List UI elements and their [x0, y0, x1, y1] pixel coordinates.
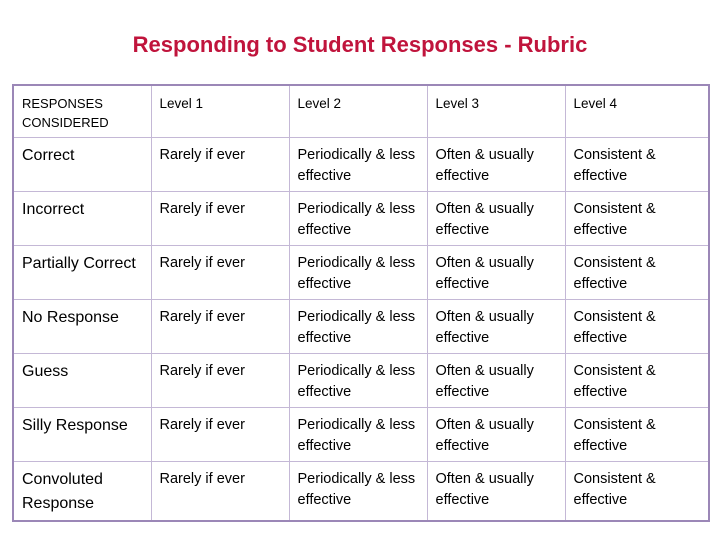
row-label: Guess	[13, 353, 151, 407]
row-label: Correct	[13, 137, 151, 191]
row-label: Incorrect	[13, 191, 151, 245]
table-cell: Consistent & effective	[565, 245, 709, 299]
table-cell: Consistent & effective	[565, 353, 709, 407]
rubric-table	[12, 84, 710, 522]
table-cell: Periodically & less effective	[289, 245, 427, 299]
table-cell: Often & usually effective	[427, 461, 565, 521]
table-cell: Rarely if ever	[151, 353, 289, 407]
table-cell: Periodically & less effective	[289, 299, 427, 353]
table-cell: Periodically & less effective	[289, 407, 427, 461]
table-row	[13, 245, 709, 299]
table-cell: Often & usually effective	[427, 407, 565, 461]
table-cell: Periodically & less effective	[289, 461, 427, 521]
header-cell-level-2: Level 2	[289, 85, 427, 137]
header-cell-level-3: Level 3	[427, 85, 565, 137]
table-cell: Periodically & less effective	[289, 353, 427, 407]
table-cell: Consistent & effective	[565, 191, 709, 245]
table-cell: Rarely if ever	[151, 191, 289, 245]
header-cell-level-1: Level 1	[151, 85, 289, 137]
table-row	[13, 299, 709, 353]
table-cell: Rarely if ever	[151, 245, 289, 299]
table-cell: Often & usually effective	[427, 353, 565, 407]
table-cell: Rarely if ever	[151, 461, 289, 521]
table-row	[13, 461, 709, 521]
table-header-row	[13, 85, 709, 137]
table-cell: Consistent & effective	[565, 407, 709, 461]
table-cell: Rarely if ever	[151, 137, 289, 191]
table-cell: Consistent & effective	[565, 299, 709, 353]
header-cell-level-4: Level 4	[565, 85, 709, 137]
table-cell: Periodically & less effective	[289, 191, 427, 245]
table-row	[13, 407, 709, 461]
table-cell: Rarely if ever	[151, 299, 289, 353]
table-cell: Often & usually effective	[427, 191, 565, 245]
row-label: No Response	[13, 299, 151, 353]
table-cell: Often & usually effective	[427, 299, 565, 353]
header-cell-responses: RESPONSES CONSIDERED	[13, 85, 151, 137]
row-label: Convoluted Response	[13, 461, 151, 521]
table-cell: Consistent & effective	[565, 137, 709, 191]
table-row	[13, 191, 709, 245]
table-cell: Periodically & less effective	[289, 137, 427, 191]
page-title: Responding to Student Responses - Rubric	[132, 32, 588, 57]
table-cell: Often & usually effective	[427, 245, 565, 299]
table-cell: Consistent & effective	[565, 461, 709, 521]
row-label: Partially Correct	[13, 245, 151, 299]
table-cell: Often & usually effective	[427, 137, 565, 191]
table-row	[13, 353, 709, 407]
table-cell: Rarely if ever	[151, 407, 289, 461]
table-row	[13, 137, 709, 191]
row-label: Silly Response	[13, 407, 151, 461]
